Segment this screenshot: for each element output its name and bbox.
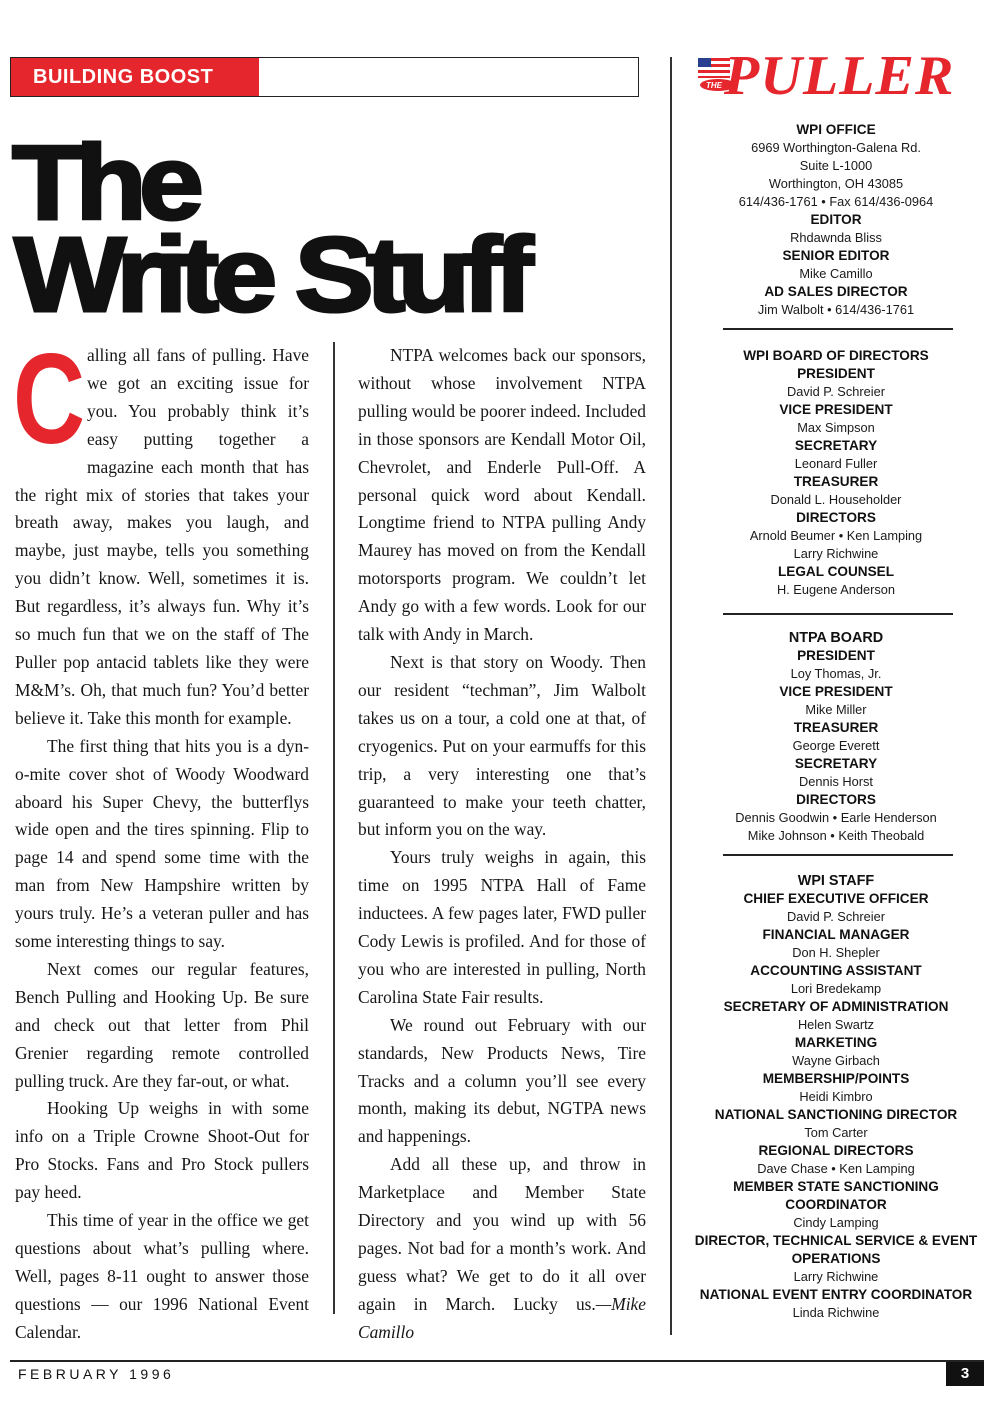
sidebar-role: LEGAL COUNSEL (777, 564, 895, 579)
sidebar-text: Dennis Goodwin • Earle Henderson (735, 810, 937, 825)
sidebar-divider (670, 57, 672, 1335)
sidebar-role: SECRETARY (794, 438, 878, 453)
sidebar-text: Tom Carter (804, 1125, 868, 1140)
article-paragraph: Calling all fans of pulling. Have we got an exciting issue for you. You probably think it’s easy putting together a magazine each month that has the right mix of stories that takes your breath away, makes you laugh, and maybe, just maybe, tells you something you didn’t know. Well, sometimes it is. But regardless, it’s always fun. Why it’s so much fun that we on the staff of The Puller pop antacid tablets like they were M&M’s. Oh, that much fun? You’d better believe it. Take this month for example. (13, 328, 309, 728)
sidebar-text: 6969 Worthington-Galena Rd. (751, 140, 921, 155)
sidebar-text: Worthington, OH 43085 (768, 176, 904, 191)
sidebar-role: DIRECTORS (796, 792, 876, 807)
sidebar-heading: WPI BOARD OF DIRECTORS (743, 348, 929, 363)
sidebar-text: H. Eugene Anderson (776, 582, 896, 597)
wpi-office-block (690, 121, 982, 319)
sidebar-text: David P. Schreier (787, 909, 885, 924)
sidebar-text: Cindy Lamping (793, 1215, 879, 1230)
sidebar-text: Arnold Beumer • Ken Lamping (749, 528, 923, 543)
sidebar-role: MEMBER STATE SANCTIONING (733, 1179, 939, 1194)
author-signature: —Mike Camillo (358, 1293, 646, 1342)
sidebar-text: Leonard Fuller (794, 456, 878, 471)
sidebar-text: Donald L. Householder (770, 492, 902, 507)
section-header (10, 57, 639, 97)
article-paragraph: Hooking Up weighs in with some info on a Triple Crowne Shoot-Out for Pro Stocks. Fans and Pro Stock pullers pay heed. (15, 1098, 309, 1203)
sidebar-rule (723, 854, 953, 856)
sidebar-text: Mike Miller (805, 702, 867, 717)
footer-rule (10, 1360, 984, 1362)
sidebar-role: AD SALES DIRECTOR (764, 284, 908, 299)
sidebar-role: CHIEF EXECUTIVE OFFICER (743, 891, 929, 906)
sidebar-text: Loy Thomas, Jr. (790, 666, 882, 681)
article-paragraph: We round out February with our standards, New Products News, Tire Tracks and a column you’ll see every month, making its debut, NGTPA news and happenings. (358, 1014, 646, 1147)
article-column-2 (358, 342, 646, 1347)
sidebar-role: PRESIDENT (797, 366, 875, 381)
sidebar-role: COORDINATOR (785, 1197, 887, 1212)
sidebar-text: Max Simpson (797, 420, 875, 435)
sidebar-role: VICE PRESIDENT (779, 684, 893, 699)
sidebar-role: VICE PRESIDENT (779, 402, 893, 417)
article-paragraph: This time of year in the office we get questions about what’s pulling where. Well, pages 8-11 ought to answer those questions — our 1996 National Event Calendar. (15, 1210, 309, 1342)
article-paragraph: Next is that story on Woody. Then our resident “techman”, Jim Walbolt takes us on a tour, a cold one at that, of cryogenics. Put on your earmuffs for this trip, a very interesting one that’s guaranteed to make your teeth chatter, but inform you on the way. (358, 651, 646, 840)
sidebar-rule (723, 613, 953, 615)
column-divider (333, 342, 335, 1314)
sidebar-text: 614/436-1761 • Fax 614/436-0964 (738, 194, 934, 209)
sidebar-role: SECRETARY OF ADMINISTRATION (723, 999, 949, 1014)
sidebar-text: Larry Richwine (793, 1269, 879, 1284)
sidebar-role: REGIONAL DIRECTORS (758, 1143, 914, 1158)
sidebar-text: George Everett (792, 738, 880, 753)
section-label: BUILDING BOOST (11, 58, 259, 96)
sidebar-role: ACCOUNTING ASSISTANT (750, 963, 922, 978)
sidebar-text: Dennis Horst (799, 774, 873, 789)
headline-line-1: The (12, 124, 197, 242)
sidebar-text: Mike Camillo (799, 266, 873, 281)
sidebar-text: Wayne Girbach (792, 1053, 880, 1068)
article-paragraph: Add all these up, and throw in Marketplace and Member State Directory and you wind up with 56 pages. Not bad for a month’s work. And guess what? We get to do it all over again in March. Lucky us.—Mike Camillo (358, 1154, 646, 1342)
sidebar-text: David P. Schreier (787, 384, 885, 399)
sidebar-role: TREASURER (793, 720, 879, 735)
masthead-the: THE (706, 81, 722, 90)
sidebar-rule (723, 328, 953, 330)
article-paragraph: Next comes our regular features, Bench Pulling and Hooking Up. Be sure and check out that letter from Phil Grenier regarding remote controlled pulling truck. Are they far-out, or what. (15, 958, 309, 1091)
article-paragraph: NTPA welcomes back our sponsors, without whose involvement NTPA pulling would be poorer indeed. Included in those sponsors are Kendall Motor Oil, Chevrolet, and Enderle Pull-Off. A personal quick word about Kendall. Longtime friend to NTPA pulling Andy Maurey has moved on from the Kendall motorsports program. We couldn’t let Andy go with a few words. Look for our talk with Andy in March. (358, 345, 646, 645)
sidebar-role: MEMBERSHIP/POINTS (762, 1071, 910, 1086)
sidebar-text: Mike Johnson • Keith Theobald (747, 828, 925, 843)
sidebar-role: DIRECTORS (796, 510, 876, 525)
headline-line-2: Write Stuff (14, 216, 526, 334)
drop-cap: C (13, 328, 86, 471)
sidebar-role: PRESIDENT (797, 648, 875, 663)
sidebar-role: FINANCIAL MANAGER (762, 927, 910, 942)
sidebar-text: Linda Richwine (792, 1305, 880, 1320)
puller-masthead (698, 45, 982, 107)
sidebar-role: DIRECTOR, TECHNICAL SERVICE & EVENT (694, 1233, 978, 1248)
sidebar-text: Suite L-1000 (799, 158, 873, 173)
masthead-title: PULLER (724, 45, 955, 107)
footer-date: FEBRUARY 1996 (18, 1366, 175, 1382)
sidebar-text: Larry Richwine (793, 546, 879, 561)
article-column-1 (13, 328, 309, 1347)
wpi-board-block (690, 347, 982, 599)
sidebar-role: SENIOR EDITOR (782, 248, 890, 263)
sidebar-role: SECRETARY (794, 756, 878, 771)
sidebar-heading: WPI STAFF (797, 873, 875, 889)
sidebar-text: Don H. Shepler (792, 945, 880, 960)
sidebar-text: Lori Bredekamp (790, 981, 882, 996)
sidebar-role: NATIONAL SANCTIONING DIRECTOR (714, 1107, 958, 1122)
sidebar-role: MARKETING (794, 1035, 878, 1050)
ntpa-board-block (690, 629, 982, 845)
sidebar-heading: NTPA BOARD (788, 630, 884, 646)
article-paragraph: The first thing that hits you is a dyn-o-mite cover shot of Woody Woodward aboard his Super Chevy, the butterflys wide open and the tires spinning. Flip to page 14 and spend some time with the man from New Hampshire written by yours truly. He’s a veteran puller and has some interesting things to say. (15, 735, 309, 952)
sidebar-heading: WPI OFFICE (796, 122, 876, 137)
sidebar-text: Rhdawnda Bliss (790, 230, 882, 245)
sidebar-role: NATIONAL EVENT ENTRY COORDINATOR (699, 1287, 973, 1302)
sidebar-role: OPERATIONS (791, 1251, 881, 1266)
sidebar-text: Dave Chase • Ken Lamping (757, 1161, 915, 1176)
sidebar-text: Helen Swartz (797, 1017, 875, 1032)
page-number: 3 (946, 1362, 984, 1386)
article-paragraph: Yours truly weighs in again, this time on 1995 NTPA Hall of Fame inductees. A few pages later, FWD puller Cody Lewis is profiled. And for those of you who are interested in pulling, North Carolina State Fair results. (358, 847, 646, 1007)
wpi-staff-block (690, 872, 982, 1322)
sidebar-role: TREASURER (793, 474, 879, 489)
sidebar-text: Heidi Kimbro (799, 1089, 873, 1104)
sidebar-text: Jim Walbolt • 614/436-1761 (757, 302, 915, 317)
sidebar-role: EDITOR (810, 212, 862, 227)
